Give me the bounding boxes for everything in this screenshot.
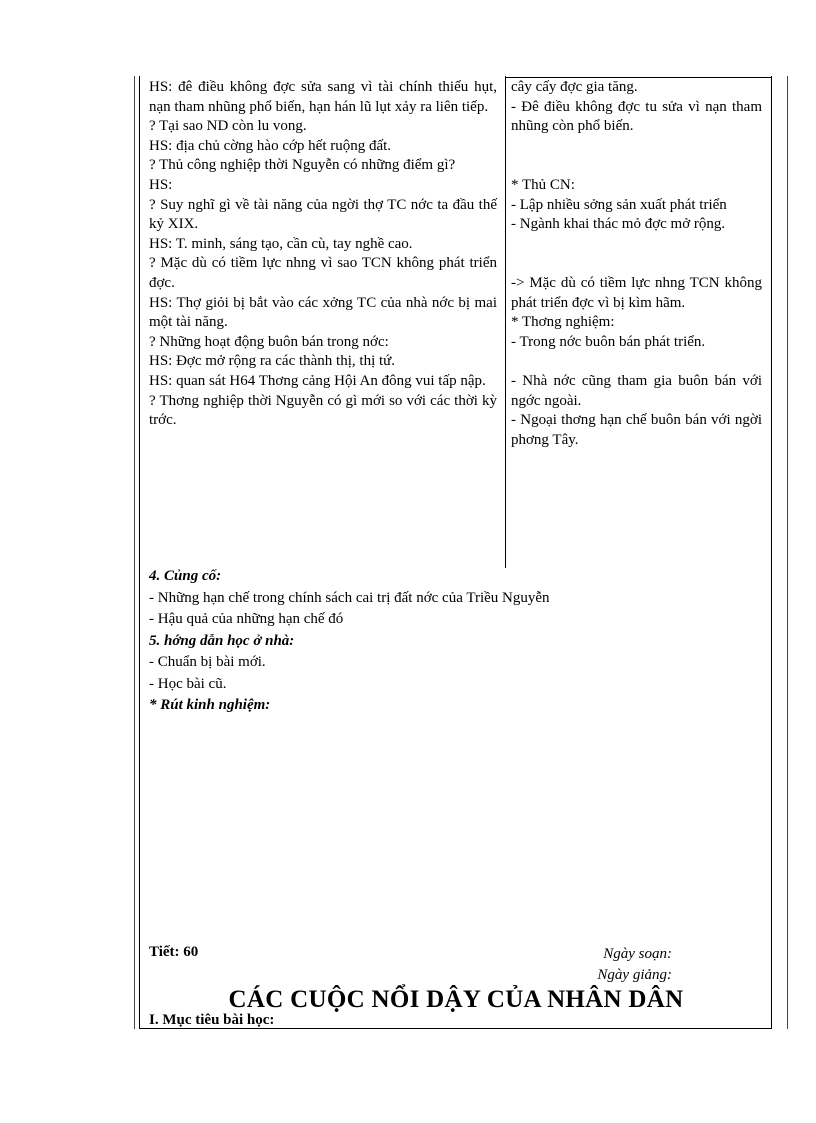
content-line: - Nhà nớc cũng tham gia buôn bán với ngớc ngoài. (511, 372, 762, 409)
content-line: - Lập nhiều sởng sản xuất phát triển (511, 196, 727, 213)
outer-frame-right (787, 76, 788, 1029)
activity-line: ? Suy nghĩ gì về tài năng của ngời thợ TC nớc ta đầu thế kỷ XIX. (149, 196, 497, 233)
content-line: - Ngành khai thác mỏ đợc mở rộng. (511, 216, 726, 233)
consolidation-item: - Những hạn chế trong chính sách cai trị đất nớc của Triều Nguyễn (149, 589, 550, 606)
activity-line: HS: (149, 176, 173, 193)
objectives-heading: I. Mục tiêu bài học: (149, 1012, 275, 1028)
activity-line: HS: T. minh, sáng tạo, cần cù, tay nghề cao. (149, 235, 413, 252)
activity-line: HS: đê điều không đợc sửa sang vì tài chính thiếu hụt, nạn tham nhũng phổ biến, hạn hán lũ lụt xảy ra liên tiếp. (149, 79, 497, 115)
activity-line: HS: quan sát H64 Thơng cảng Hội An đông vui tấp nập. (149, 372, 486, 389)
activity-line: ? Tại sao ND còn lu vong. (149, 118, 307, 135)
content-line: -> Mặc dù có tiềm lực nhng TCN không phát triển đợc vì bị kìm hãm. (511, 274, 762, 311)
content-line: cây cấy đợc gia tăng. (511, 79, 638, 95)
teacher-student-activities (149, 78, 497, 431)
teach-date-label: Ngày giảng: (597, 967, 672, 983)
activity-line: ? Mặc dù có tiềm lực nhng vì sao TCN không phát triển đợc. (149, 255, 497, 291)
content-line: - Đê điều không đợc tu sửa vì nạn tham nhũng còn phổ biến. (511, 98, 762, 135)
inner-frame-left (139, 76, 140, 1029)
content-line: - Trong nớc buôn bán phát triển. (511, 333, 706, 350)
content-line: - Ngoại thơng hạn chế buôn bán với ngời phơng Tây. (511, 412, 762, 448)
activity-line: HS: Đợc mở rộng ra các thành thị, thị tứ. (149, 353, 396, 370)
homework-heading: 5. hớng dẫn học ở nhà: (149, 632, 295, 649)
content-line: * Thủ CN: (511, 176, 575, 193)
consolidation-heading: 4. Củng cố: (149, 568, 222, 584)
lesson-wrapup (149, 566, 759, 717)
activity-line: ? Thơng nghiệp thời Nguyễn có gì mới so với các thời kỳ trớc. (149, 392, 497, 429)
consolidation-item: - Hậu quả của những hạn chế đó (149, 611, 344, 627)
outer-frame-left (134, 76, 135, 1029)
inner-frame-right (771, 76, 772, 1029)
lesson-title: CÁC CUỘC NỔI DẬY CỦA NHÂN DÂN (228, 986, 684, 1013)
experience-heading: * Rút kinh nghiệm: (149, 697, 271, 713)
activity-line: HS: Thợ giỏi bị bắt vào các xởng TC của nhà nớc bị mai một tài năng. (149, 294, 497, 331)
homework-item: - Chuẩn bị bài mới. (149, 654, 266, 670)
prep-date-label: Ngày soạn: (603, 946, 672, 962)
activity-line: ? Thủ công nghiệp thời Nguyễn có những điểm gì? (149, 157, 456, 174)
content-line: * Thơng nghiệm: (511, 314, 615, 331)
homework-item: - Học bài cũ. (149, 675, 227, 692)
lesson-number: Tiết: 60 (149, 944, 199, 960)
lesson-dates (560, 944, 672, 986)
activity-line: ? Những hoạt động buôn bán trong nớc: (149, 333, 389, 350)
column-divider (505, 76, 506, 568)
lesson-content (511, 78, 762, 450)
activity-line: HS: địa chủ cờng hào cớp hết ruộng đất. (149, 137, 392, 154)
